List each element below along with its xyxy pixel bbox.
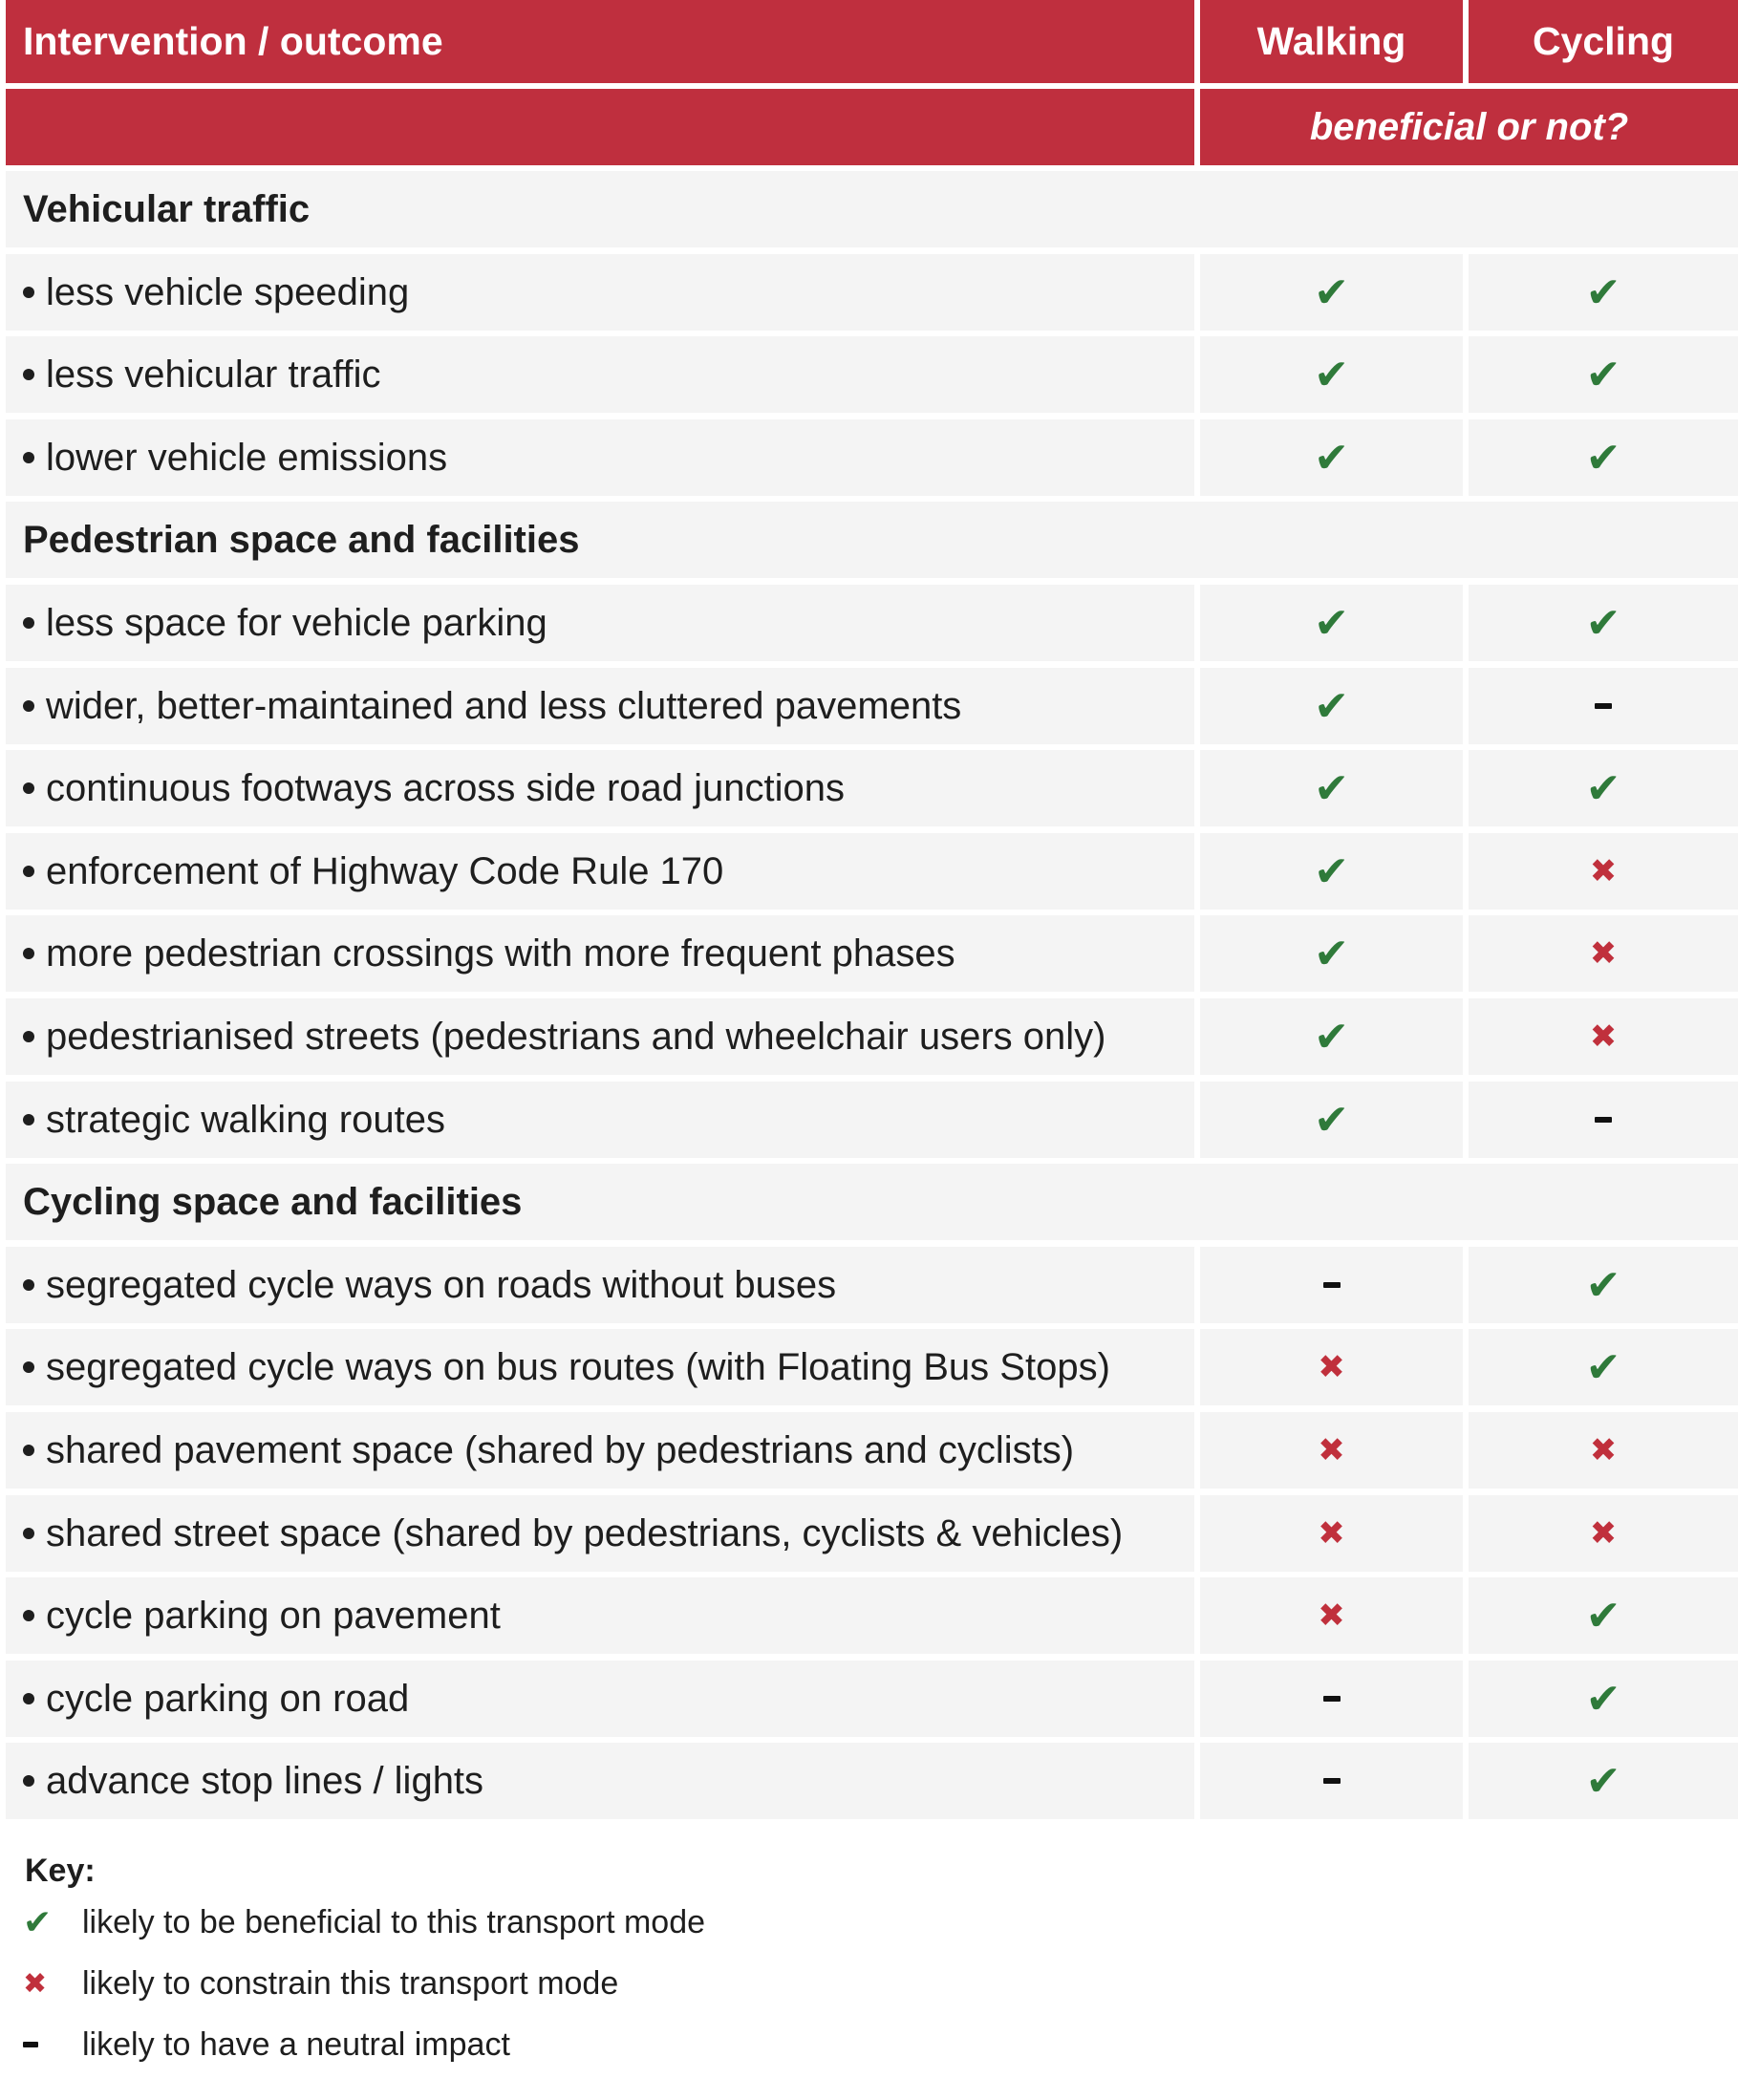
check-icon: ✔ — [1585, 351, 1621, 398]
key-entry — [23, 1960, 978, 2007]
table-row — [0, 419, 1738, 496]
section-title: Cycling space and facilities — [6, 1164, 1738, 1240]
cross-icon: ✖ — [1318, 1349, 1345, 1385]
cross-icon: ✖ — [1589, 1432, 1618, 1468]
key-title: Key: — [25, 1853, 96, 1889]
intervention-label: less vehicular traffic — [46, 353, 381, 396]
check-icon: ✔ — [1314, 1013, 1349, 1061]
table-row — [0, 1743, 1738, 1819]
bullet-icon — [23, 1279, 34, 1291]
table-row — [0, 915, 1738, 992]
walking-rating-cell — [1200, 1082, 1463, 1158]
intervention-cell — [6, 1495, 1194, 1572]
cycling-rating-cell — [1469, 1082, 1738, 1158]
walking-rating-cell — [1200, 668, 1463, 744]
bullet-icon — [23, 782, 34, 794]
bullet-icon — [23, 1528, 34, 1539]
walking-rating-cell — [1200, 254, 1463, 331]
intervention-cell — [6, 1577, 1194, 1654]
intervention-label: lower vehicle emissions — [46, 436, 448, 479]
intervention-label: continuous footways across side road junctions — [46, 766, 846, 809]
cycling-rating-cell — [1469, 1661, 1738, 1737]
walking-rating-cell — [1200, 1412, 1463, 1489]
check-icon: ✔ — [1585, 268, 1621, 316]
check-icon: ✔ — [1585, 1675, 1621, 1723]
walking-rating-cell — [1200, 915, 1463, 992]
key-text: likely to be beneficial to this transport mode — [82, 1903, 706, 1940]
intervention-label: enforcement of Highway Code Rule 170 — [46, 849, 724, 892]
check-icon: ✔ — [1314, 599, 1349, 647]
check-icon: ✔ — [1314, 930, 1349, 977]
subheader-blank-cell — [6, 89, 1194, 165]
key-symbol — [23, 2042, 82, 2047]
cycling-rating-cell — [1469, 833, 1738, 910]
cycling-rating-cell — [1469, 1247, 1738, 1323]
subheader-beneficial: beneficial or not? — [1200, 89, 1738, 165]
intervention-cell — [6, 419, 1194, 496]
intervention-cell — [6, 1412, 1194, 1489]
check-icon: ✔ — [1585, 1261, 1621, 1309]
bullet-icon — [23, 1114, 34, 1125]
intervention-cell — [6, 915, 1194, 992]
check-icon: ✔ — [1314, 682, 1349, 730]
table-row — [0, 998, 1738, 1075]
neutral-dash-icon — [1595, 1117, 1612, 1123]
intervention-cell — [6, 254, 1194, 331]
table-row — [0, 585, 1738, 661]
table-header-row — [0, 0, 1738, 83]
table-row — [0, 1247, 1738, 1323]
table-row — [0, 336, 1738, 413]
check-icon: ✔ — [1314, 434, 1349, 482]
table-row — [0, 254, 1738, 331]
check-icon: ✔ — [1585, 1757, 1621, 1805]
intervention-label: strategic walking routes — [46, 1098, 445, 1141]
intervention-cell — [6, 833, 1194, 910]
section-title: Vehicular traffic — [6, 171, 1738, 247]
intervention-label: more pedestrian crossings with more frequent phases — [46, 932, 955, 975]
cross-icon: ✖ — [1318, 1515, 1345, 1552]
check-icon: ✔ — [1314, 268, 1349, 316]
intervention-label: wider, better-maintained and less cluttered pavements — [46, 684, 962, 727]
cycling-rating-cell — [1469, 254, 1738, 331]
intervention-label: cycle parking on road — [46, 1677, 410, 1720]
check-icon: ✔ — [1314, 1096, 1349, 1144]
bullet-icon — [23, 1693, 34, 1704]
walking-rating-cell — [1200, 419, 1463, 496]
section-title: Pedestrian space and facilities — [6, 502, 1738, 578]
intervention-label: less vehicle speeding — [46, 270, 410, 313]
neutral-dash-icon — [1323, 1282, 1341, 1288]
cycling-rating-cell — [1469, 585, 1738, 661]
check-icon: ✔ — [1585, 599, 1621, 647]
cycling-rating-cell — [1469, 1495, 1738, 1572]
cross-icon: ✖ — [1318, 1432, 1345, 1468]
bullet-icon — [23, 700, 34, 712]
bullet-icon — [23, 1775, 34, 1787]
intervention-label: shared pavement space (shared by pedestrians and cyclists) — [46, 1428, 1075, 1471]
key-text: likely to constrain this transport mode — [82, 1964, 619, 2002]
intervention-cell — [6, 336, 1194, 413]
neutral-dash-icon — [1323, 1696, 1341, 1702]
intervention-cell — [6, 1247, 1194, 1323]
bullet-icon — [23, 866, 34, 877]
table-row — [0, 750, 1738, 826]
neutral-dash-icon — [23, 2042, 38, 2047]
key-entry — [23, 2021, 978, 2068]
column-header-cycling: Cycling — [1469, 0, 1738, 83]
table-row — [0, 1329, 1738, 1405]
cross-icon: ✖ — [1318, 1597, 1345, 1634]
intervention-cell — [6, 1082, 1194, 1158]
cycling-rating-cell — [1469, 1329, 1738, 1405]
check-icon: ✔ — [1585, 1592, 1621, 1639]
cycling-rating-cell — [1469, 336, 1738, 413]
section-row — [0, 502, 1738, 578]
intervention-label: cycle parking on pavement — [46, 1594, 501, 1637]
column-header-walking: Walking — [1200, 0, 1463, 83]
intervention-label: advance stop lines / lights — [46, 1759, 484, 1802]
walking-rating-cell — [1200, 998, 1463, 1075]
walking-rating-cell — [1200, 1577, 1463, 1654]
key-symbol — [23, 1902, 82, 1942]
table-row — [0, 1577, 1738, 1654]
intervention-label: shared street space (shared by pedestrians, cyclists & vehicles) — [46, 1511, 1124, 1554]
intervention-cell — [6, 585, 1194, 661]
cross-icon: ✖ — [1589, 1018, 1618, 1055]
walking-rating-cell — [1200, 750, 1463, 826]
check-icon: ✔ — [1585, 434, 1621, 482]
bullet-icon — [23, 287, 34, 298]
walking-rating-cell — [1200, 585, 1463, 661]
intervention-label: segregated cycle ways on roads without buses — [46, 1263, 837, 1306]
bullet-icon — [23, 452, 34, 463]
check-icon: ✔ — [1585, 1343, 1621, 1391]
check-icon: ✔ — [1314, 847, 1349, 895]
section-row — [0, 1164, 1738, 1240]
walking-rating-cell — [1200, 1329, 1463, 1405]
table-row — [0, 1412, 1738, 1489]
cross-icon: ✖ — [1589, 853, 1618, 889]
walking-rating-cell — [1200, 1661, 1463, 1737]
table-subheader-row — [0, 89, 1738, 165]
cycling-rating-cell — [1469, 915, 1738, 992]
bullet-icon — [23, 1445, 34, 1456]
intervention-cell — [6, 1661, 1194, 1737]
check-icon: ✔ — [1314, 351, 1349, 398]
bullet-icon — [23, 1361, 34, 1373]
cycling-rating-cell — [1469, 668, 1738, 744]
intervention-cell — [6, 750, 1194, 826]
cross-icon: ✖ — [23, 1967, 48, 2000]
bullet-icon — [23, 948, 34, 959]
intervention-cell — [6, 1743, 1194, 1819]
walking-rating-cell — [1200, 833, 1463, 910]
cycling-rating-cell — [1469, 750, 1738, 826]
cycling-rating-cell — [1469, 1577, 1738, 1654]
cross-icon: ✖ — [1589, 935, 1618, 972]
neutral-dash-icon — [1323, 1778, 1341, 1784]
table-row — [0, 1661, 1738, 1737]
cycling-rating-cell — [1469, 1412, 1738, 1489]
walking-rating-cell — [1200, 1743, 1463, 1819]
table-row — [0, 1082, 1738, 1158]
table-row — [0, 1495, 1738, 1572]
bullet-icon — [23, 1610, 34, 1621]
intervention-cell — [6, 1329, 1194, 1405]
cycling-rating-cell — [1469, 419, 1738, 496]
intervention-cell — [6, 998, 1194, 1075]
check-icon: ✔ — [1314, 764, 1349, 812]
walking-rating-cell — [1200, 1495, 1463, 1572]
walking-rating-cell — [1200, 1247, 1463, 1323]
column-header-intervention: Intervention / outcome — [6, 0, 1194, 83]
key-symbol — [23, 1967, 82, 2001]
bullet-icon — [23, 617, 34, 629]
section-row — [0, 171, 1738, 247]
cycling-rating-cell — [1469, 1743, 1738, 1819]
neutral-dash-icon — [1595, 703, 1612, 709]
key-entry — [23, 1898, 978, 1946]
intervention-label: segregated cycle ways on bus routes (with Floating Bus Stops) — [46, 1345, 1110, 1388]
bullet-icon — [23, 369, 34, 380]
walking-rating-cell — [1200, 336, 1463, 413]
intervention-label: pedestrianised streets (pedestrians and wheelchair users only) — [46, 1015, 1106, 1058]
cross-icon: ✖ — [1589, 1515, 1618, 1552]
bullet-icon — [23, 1031, 34, 1042]
table-row — [0, 833, 1738, 910]
check-icon: ✔ — [23, 1902, 53, 1941]
check-icon: ✔ — [1585, 764, 1621, 812]
intervention-cell — [6, 668, 1194, 744]
cycling-rating-cell — [1469, 998, 1738, 1075]
key-text: likely to have a neutral impact — [82, 2025, 510, 2063]
table-row — [0, 668, 1738, 744]
intervention-label: less space for vehicle parking — [46, 601, 547, 644]
